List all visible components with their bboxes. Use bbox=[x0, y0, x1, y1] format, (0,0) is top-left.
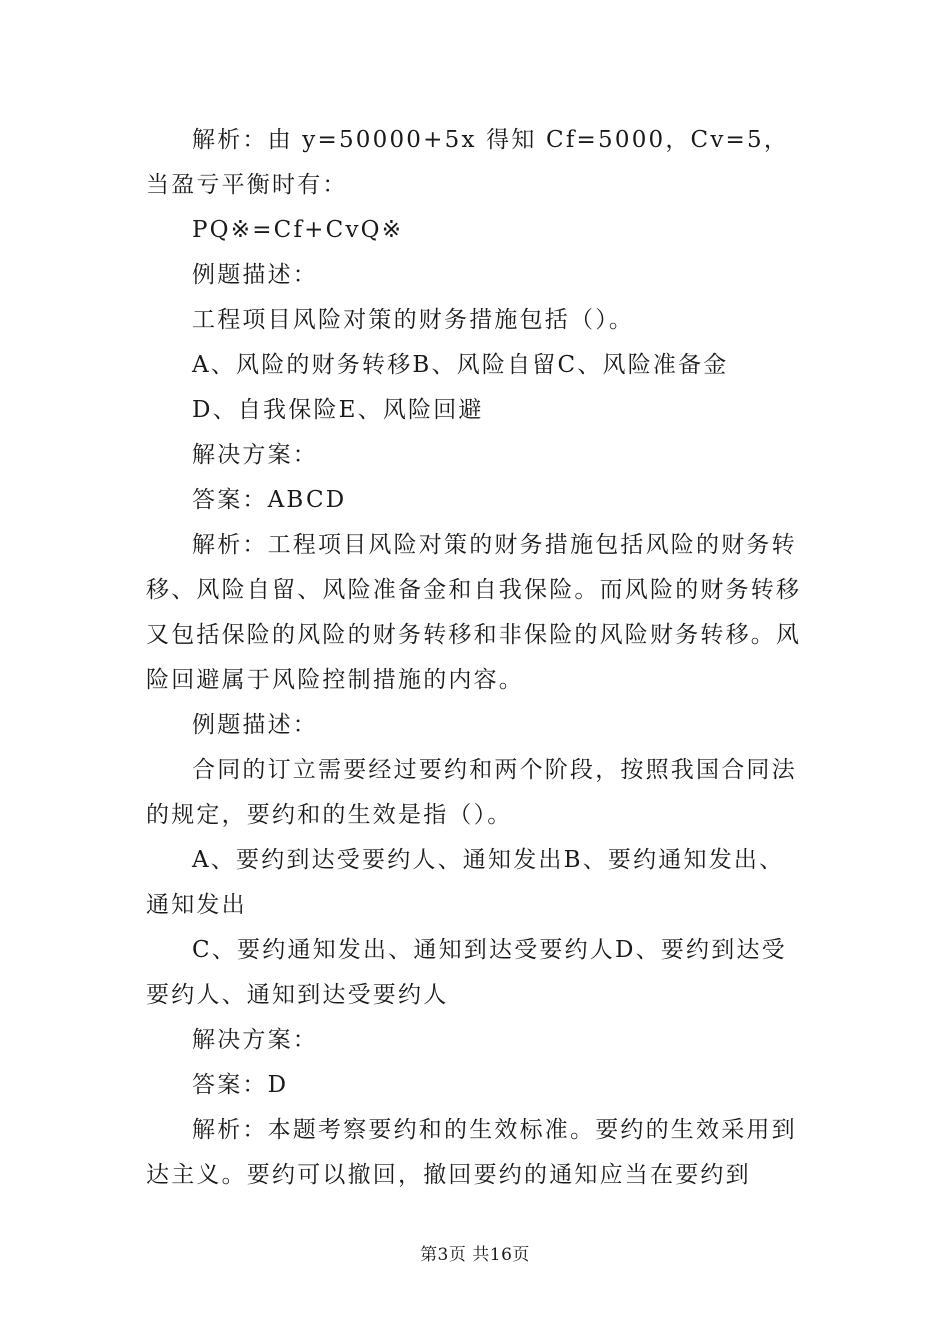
paragraph-solution-heading-2: 解决方案： bbox=[192, 1027, 318, 1053]
paragraph-analysis-2: 解析：工程项目风险对策的财务措施包括风险的财务转移、风险自留、风险准备金和自我保险。而风险的财务转移又包括保险的风险的财务转移和非保险的风险财务转移。风险回避属于风险控制措施的内容。 bbox=[146, 532, 802, 693]
paragraph-answer-2: 答案：D bbox=[192, 1072, 289, 1098]
paragraph-options-1a: A、风险的财务转移B、风险自留C、风险准备金 bbox=[192, 352, 729, 378]
paragraph-options-2a: A、要约到达受要约人、通知发出B、要约通知发出、通知发出 bbox=[146, 847, 785, 918]
paragraph-analysis-1: 解析：由 y=50000+5x 得知 Cf=5000，Cv=5，当盈亏平衡时有： bbox=[146, 127, 790, 198]
paragraph-question-2: 合同的订立需要经过要约和两个阶段，按照我国合同法的规定，要约和的生效是指（）。 bbox=[146, 757, 797, 828]
document-body bbox=[146, 118, 806, 1198]
page-number-footer: 第3页 共16页 bbox=[420, 1245, 530, 1265]
paragraph-options-1b: D、自我保险E、风险回避 bbox=[192, 397, 484, 423]
paragraph-formula: PQ※=Cf+CvQ※ bbox=[192, 217, 404, 243]
paragraph-example-heading-2: 例题描述： bbox=[192, 712, 318, 738]
paragraph-analysis-3: 解析：本题考察要约和的生效标准。要约的生效采用到达主义。要约可以撤回，撤回要约的通知应当在要约到 bbox=[146, 1117, 797, 1188]
paragraph-options-2b: C、要约通知发出、通知到达受要约人D、要约到达受要约人、通知到达受要约人 bbox=[146, 937, 787, 1008]
paragraph-question-1: 工程项目风险对策的财务措施包括（）。 bbox=[192, 307, 635, 333]
paragraph-example-heading-1: 例题描述： bbox=[192, 262, 318, 288]
paragraph-answer-1: 答案：ABCD bbox=[192, 487, 347, 513]
paragraph-solution-heading-1: 解决方案： bbox=[192, 442, 318, 468]
